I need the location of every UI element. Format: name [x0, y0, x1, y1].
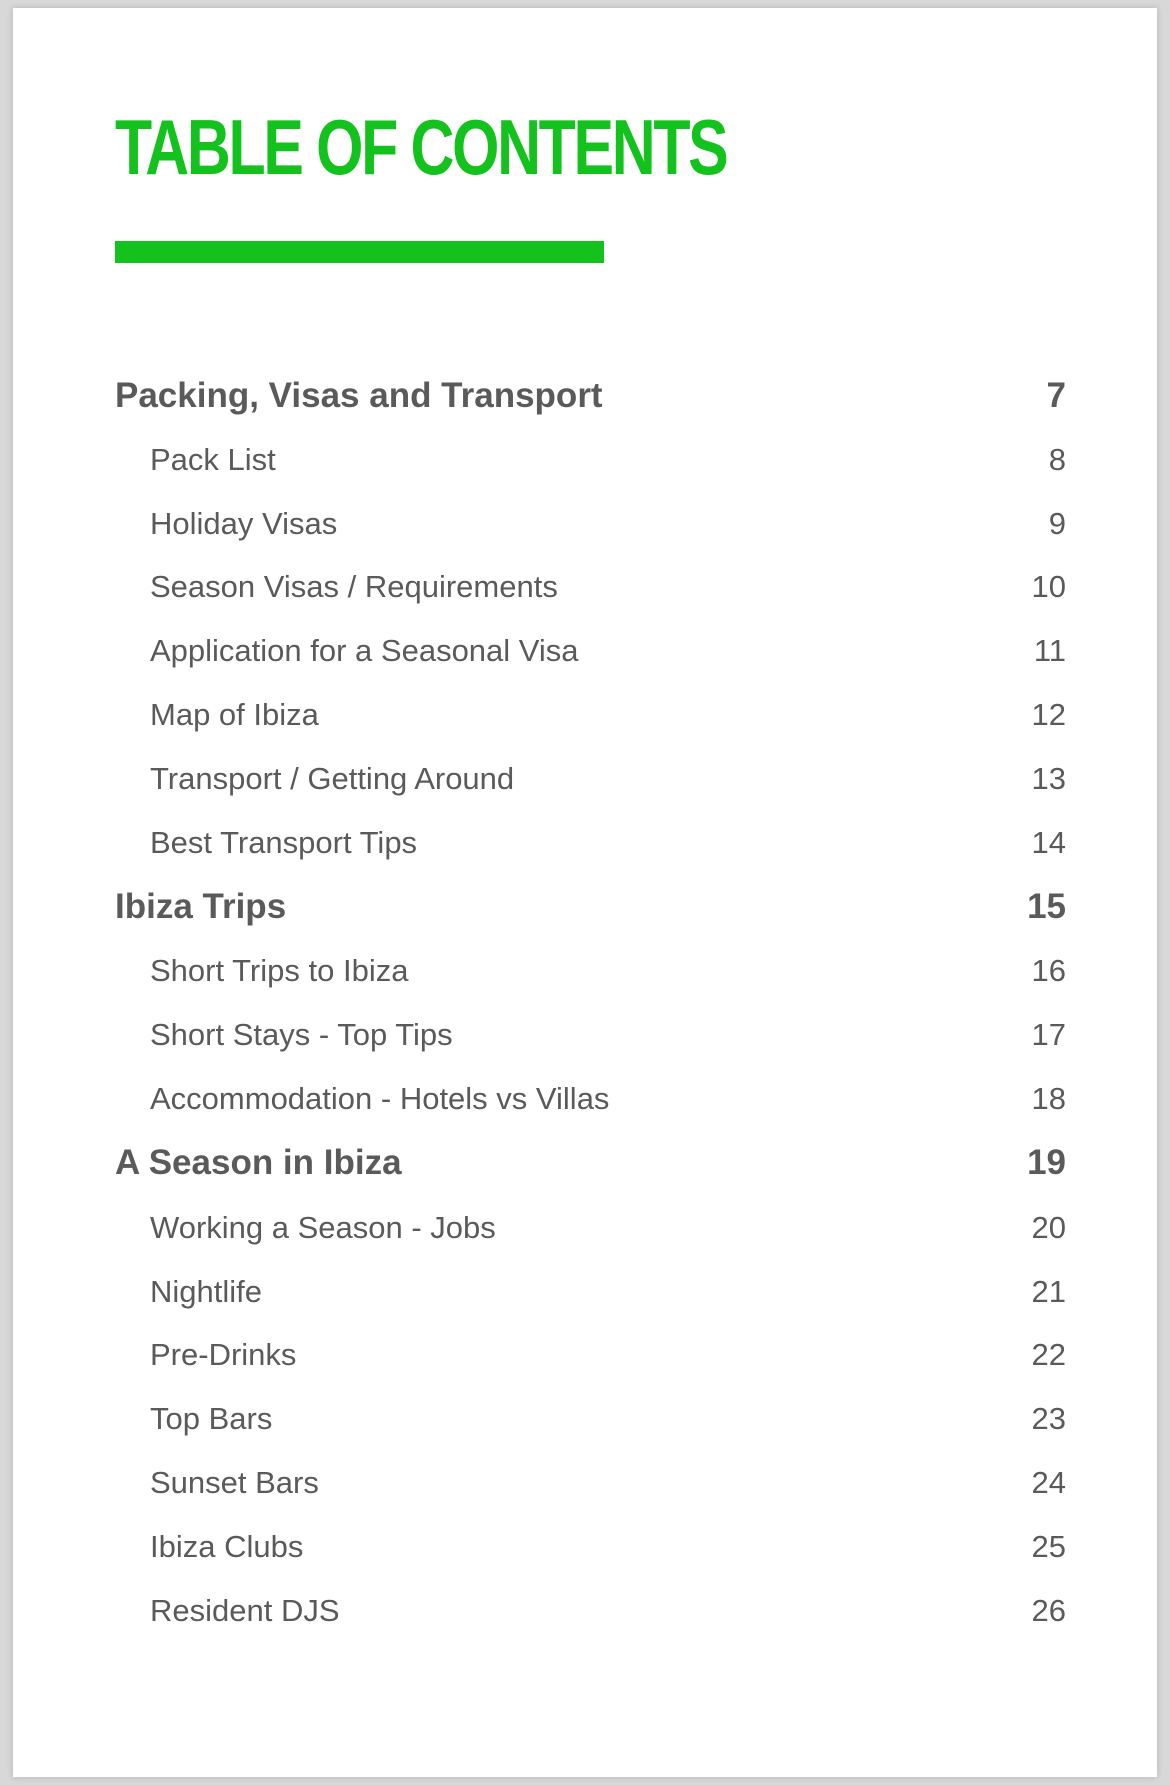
toc-subsection-entry[interactable]	[115, 619, 1066, 683]
toc-list	[115, 363, 1066, 1643]
toc-entry-page-number: 10	[1031, 569, 1066, 605]
toc-entry-page-number: 21	[1031, 1273, 1066, 1309]
toc-subsection-entry[interactable]	[115, 1579, 1066, 1643]
page-title: TABLE OF CONTENTS	[115, 103, 727, 191]
toc-section-entry[interactable]	[115, 363, 1066, 428]
toc-subsection-entry[interactable]	[115, 492, 1066, 556]
toc-entry-page-number: 16	[1031, 953, 1066, 989]
toc-entry-label: Working a Season - Jobs	[150, 1209, 496, 1245]
toc-entry-label: Ibiza Clubs	[150, 1528, 304, 1564]
toc-entry-label: Pack List	[150, 441, 276, 477]
toc-entry-page-number: 9	[1048, 505, 1066, 541]
toc-entry-page-number: 23	[1031, 1401, 1066, 1437]
toc-entry-page-number: 11	[1033, 633, 1066, 669]
toc-entry-page-number: 22	[1031, 1337, 1066, 1373]
toc-subsection-entry[interactable]	[115, 556, 1066, 620]
toc-subsection-entry[interactable]	[115, 811, 1066, 875]
toc-entry-label: A Season in Ibiza	[115, 1143, 402, 1183]
toc-subsection-entry[interactable]	[115, 1260, 1066, 1324]
toc-subsection-entry[interactable]	[115, 1067, 1066, 1131]
toc-entry-label: Map of Ibiza	[150, 697, 319, 733]
toc-subsection-entry[interactable]	[115, 1451, 1066, 1515]
toc-entry-label: Season Visas / Requirements	[150, 569, 558, 605]
toc-entry-label: Top Bars	[150, 1401, 273, 1437]
toc-subsection-entry[interactable]	[115, 683, 1066, 747]
toc-section-entry[interactable]	[115, 875, 1066, 940]
toc-subsection-entry[interactable]	[115, 1515, 1066, 1579]
toc-entry-page-number: 24	[1031, 1465, 1066, 1501]
toc-subsection-entry[interactable]	[115, 428, 1066, 492]
toc-entry-page-number: 17	[1031, 1017, 1066, 1053]
toc-subsection-entry[interactable]	[115, 1387, 1066, 1451]
toc-subsection-entry[interactable]	[115, 1324, 1066, 1388]
toc-entry-page-number: 26	[1031, 1592, 1066, 1628]
toc-entry-label: Resident DJS	[150, 1592, 340, 1628]
toc-entry-page-number: 15	[1027, 887, 1066, 927]
toc-entry-page-number: 25	[1031, 1528, 1066, 1564]
toc-entry-page-number: 7	[1046, 375, 1066, 415]
toc-entry-page-number: 19	[1027, 1143, 1066, 1183]
title-underline	[115, 241, 604, 263]
toc-subsection-entry[interactable]	[115, 747, 1066, 811]
toc-entry-page-number: 20	[1031, 1209, 1066, 1245]
toc-entry-label: Transport / Getting Around	[150, 760, 515, 796]
toc-entry-label: Short Trips to Ibiza	[150, 953, 409, 989]
toc-entry-page-number: 18	[1031, 1081, 1066, 1117]
toc-entry-label: Application for a Seasonal Visa	[150, 633, 579, 669]
toc-subsection-entry[interactable]	[115, 940, 1066, 1004]
toc-subsection-entry[interactable]	[115, 1003, 1066, 1067]
toc-entry-page-number: 13	[1031, 760, 1066, 796]
toc-subsection-entry[interactable]	[115, 1196, 1066, 1260]
toc-entry-label: Nightlife	[150, 1273, 262, 1309]
toc-entry-label: Pre-Drinks	[150, 1337, 297, 1373]
toc-entry-label: Short Stays - Top Tips	[150, 1017, 453, 1053]
toc-entry-label: Accommodation - Hotels vs Villas	[150, 1081, 610, 1117]
document-page	[13, 8, 1157, 1777]
toc-section-entry[interactable]	[115, 1131, 1066, 1196]
toc-entry-label: Best Transport Tips	[150, 824, 418, 860]
toc-entry-page-number: 12	[1031, 697, 1066, 733]
toc-entry-label: Sunset Bars	[150, 1465, 319, 1501]
toc-entry-label: Packing, Visas and Transport	[115, 375, 603, 415]
toc-entry-page-number: 14	[1031, 824, 1066, 860]
toc-entry-label: Ibiza Trips	[115, 887, 287, 927]
toc-entry-page-number: 8	[1048, 441, 1066, 477]
toc-entry-label: Holiday Visas	[150, 505, 338, 541]
